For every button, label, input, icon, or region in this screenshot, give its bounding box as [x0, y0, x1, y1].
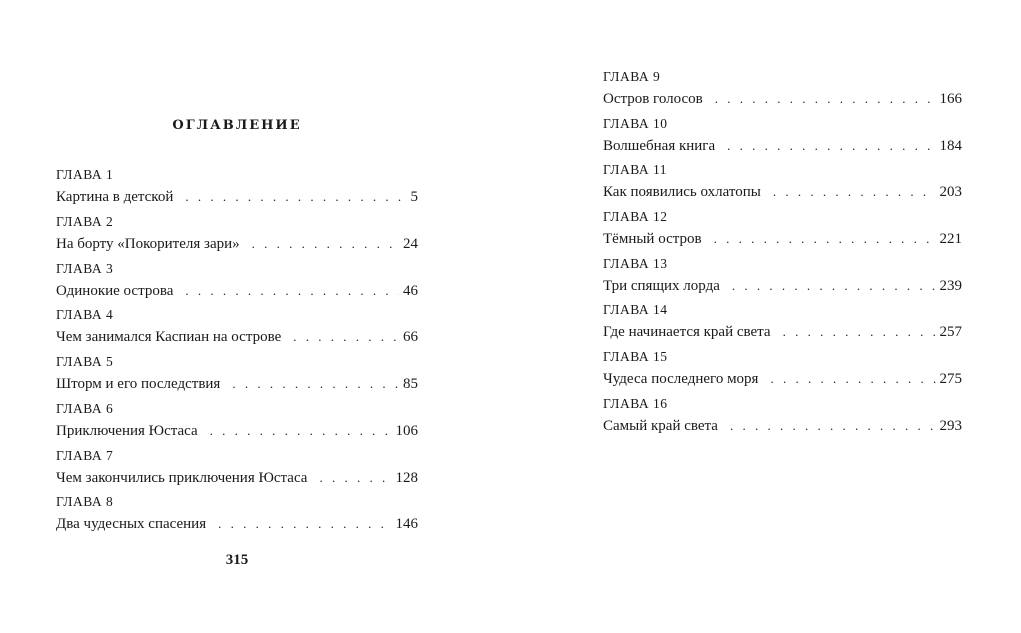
page-number: 315 [225, 552, 249, 568]
dot-leader [232, 373, 399, 395]
chapter-title: Самый край света [603, 418, 718, 434]
dot-leader [185, 280, 399, 302]
chapter-line [603, 321, 962, 343]
chapter-number: ГЛАВА 14 [603, 302, 668, 317]
chapter-number: ГЛАВА 6 [56, 401, 114, 416]
toc-entry[interactable] [56, 353, 418, 395]
dot-leader [319, 467, 391, 489]
dot-leader [732, 275, 936, 297]
chapter-title: Остров голосов [603, 91, 703, 107]
chapter-number: ГЛАВА 13 [603, 256, 668, 271]
chapter-page-number: 128 [395, 470, 418, 486]
toc-entry[interactable] [603, 161, 962, 203]
toc-entry[interactable] [56, 400, 418, 442]
chapter-title: Шторм и его последствия [56, 376, 221, 392]
dot-leader [293, 326, 399, 348]
toc-entry[interactable] [56, 213, 418, 255]
chapter-line [603, 88, 962, 110]
chapter-page-number: 184 [939, 138, 962, 154]
chapter-page-number: 275 [939, 371, 962, 387]
chapter-line [603, 135, 962, 157]
chapter-title: Как появились охлатопы [603, 184, 761, 200]
toc-entry[interactable] [603, 255, 962, 297]
chapter-title: Одинокие острова [56, 283, 174, 299]
chapter-page-number: 293 [939, 418, 962, 434]
chapter-line [603, 415, 962, 437]
dot-leader [727, 135, 935, 157]
chapter-title: Чудеса последнего моря [603, 371, 759, 387]
chapter-line [56, 326, 418, 348]
chapter-line [56, 513, 418, 535]
dot-leader [218, 513, 391, 535]
chapter-line [603, 228, 962, 250]
dot-leader [783, 321, 936, 343]
chapter-number: ГЛАВА 1 [56, 167, 114, 182]
chapter-number: ГЛАВА 5 [56, 354, 114, 369]
chapter-number: ГЛАВА 2 [56, 214, 114, 229]
chapter-number: ГЛАВА 4 [56, 307, 114, 322]
chapter-title: Волшебная книга [603, 138, 716, 154]
toc-entry[interactable] [56, 493, 418, 535]
chapter-title: Приключения Юстаса [56, 423, 198, 439]
chapter-number: ГЛАВА 3 [56, 261, 114, 276]
chapter-number: ГЛАВА 7 [56, 448, 114, 463]
chapter-page-number: 146 [395, 516, 418, 532]
dot-leader [773, 181, 936, 203]
toc-entry[interactable] [603, 115, 962, 157]
dot-leader [770, 368, 935, 390]
toc-entry[interactable] [603, 208, 962, 250]
dot-leader [252, 233, 399, 255]
chapter-number: ГЛАВА 11 [603, 162, 667, 177]
chapter-page-number: 106 [395, 423, 418, 439]
chapter-page-number: 5 [410, 189, 418, 205]
toc-entry[interactable] [603, 301, 962, 343]
chapter-number: ГЛАВА 8 [56, 494, 114, 509]
dot-leader [715, 88, 936, 110]
chapter-page-number: 46 [403, 283, 418, 299]
toc-entry[interactable] [56, 260, 418, 302]
dot-leader [730, 415, 936, 437]
chapter-page-number: 66 [403, 329, 418, 345]
toc-entry[interactable] [603, 395, 962, 437]
dot-leader [210, 420, 392, 442]
chapter-line [56, 373, 418, 395]
chapter-title: Картина в детской [56, 189, 174, 205]
chapter-page-number: 239 [939, 278, 962, 294]
dot-leader [185, 186, 406, 208]
chapter-title: Где начинается край света [603, 324, 771, 340]
toc-entry[interactable] [603, 348, 962, 390]
chapter-title: Чем закончились приключения Юстаса [56, 470, 308, 486]
chapter-title: Два чудесных спасения [56, 516, 207, 532]
chapter-title: На борту «Покорителя зари» [56, 236, 240, 252]
chapter-number: ГЛАВА 10 [603, 116, 668, 131]
chapter-page-number: 221 [939, 231, 962, 247]
chapter-line [56, 233, 418, 255]
chapter-title: Три спящих лорда [603, 278, 720, 294]
chapter-number: ГЛАВА 16 [603, 396, 668, 411]
chapter-title: Тёмный остров [603, 231, 702, 247]
chapter-title: Чем занимался Каспиан на острове [56, 329, 282, 345]
chapter-number: ГЛАВА 15 [603, 349, 668, 364]
chapter-page-number: 24 [403, 236, 418, 252]
toc-entry[interactable] [603, 68, 962, 110]
chapter-number: ГЛАВА 12 [603, 209, 668, 224]
toc-entry[interactable] [56, 306, 418, 348]
dot-leader [714, 228, 936, 250]
toc-entry[interactable] [56, 166, 418, 208]
chapter-line [56, 186, 418, 208]
toc-title: оглавление [172, 112, 302, 134]
chapter-number: ГЛАВА 9 [603, 69, 661, 84]
chapter-line [603, 368, 962, 390]
chapter-line [56, 420, 418, 442]
chapter-page-number: 166 [939, 91, 962, 107]
chapter-page-number: 257 [939, 324, 962, 340]
chapter-page-number: 85 [403, 376, 418, 392]
toc-entry[interactable] [56, 447, 418, 489]
chapter-line [603, 181, 962, 203]
chapter-page-number: 203 [939, 184, 962, 200]
chapter-line [603, 275, 962, 297]
chapter-line [56, 467, 418, 489]
chapter-line [56, 280, 418, 302]
